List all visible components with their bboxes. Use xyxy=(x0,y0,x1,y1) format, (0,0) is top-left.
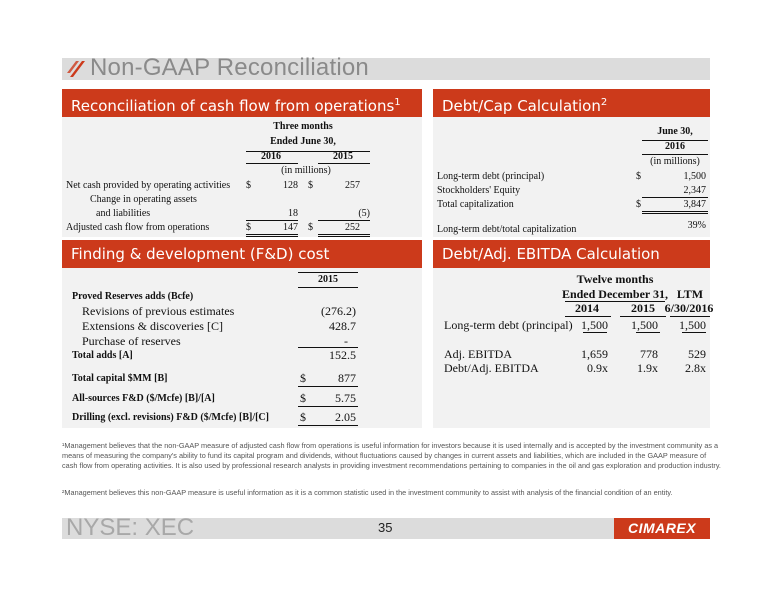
fd-heading: Proved Reserves adds (Bcfe) xyxy=(72,291,194,302)
cfo-row-label: and liabilities xyxy=(96,208,151,219)
fd-row-label: Total adds [A] xyxy=(72,350,133,361)
cimarex-logo: CIMAREX xyxy=(614,518,710,539)
ebitda-period-line2: Ended December 31, xyxy=(561,287,669,301)
cfo-section-header xyxy=(62,89,422,117)
debtcap-row-label: Long-term debt/total capitalization xyxy=(437,224,577,235)
ebitda-value-underline xyxy=(682,332,706,333)
ebitda-col-2014: 2014 xyxy=(575,301,599,315)
ebitda-value: 529 xyxy=(688,347,706,361)
ebitda-value: 1,500 xyxy=(679,318,706,332)
fd-value: - xyxy=(344,334,348,348)
fd-dollar: $ xyxy=(300,371,306,385)
debtcap-value: 1,500 xyxy=(683,171,706,182)
ebitda-period-line1: Twelve months xyxy=(576,272,654,286)
debtcap-dollar: $ xyxy=(636,199,641,210)
debtcap-row-label: Stockholders' Equity xyxy=(437,185,521,196)
cfo-total-rule-1 xyxy=(246,234,298,237)
fd-header-text: Finding & development (F&D) cost xyxy=(71,245,330,263)
debtcap-unit: (in millions) xyxy=(650,156,700,167)
ticker-label: NYSE: XEC xyxy=(66,514,195,541)
ebitda-col-rule-2 xyxy=(620,316,666,317)
debtcap-value: 3,847 xyxy=(683,199,706,210)
cfo-value: 257 xyxy=(345,180,360,191)
fd-capital-rule xyxy=(298,386,358,387)
debtcap-header-sup: 2 xyxy=(600,97,608,108)
ebitda-row-label: Adj. EBITDA xyxy=(444,347,512,361)
ebitda-col-rule-1 xyxy=(565,316,611,317)
cfo-value: 252 xyxy=(345,222,360,233)
debtcap-value: 39% xyxy=(687,220,706,231)
cfo-year-rule-2 xyxy=(318,163,370,164)
debtcap-period: June 30, xyxy=(657,126,693,137)
fd-drilling-rule xyxy=(298,425,358,426)
ebitda-col-ltm: 6/30/2016 xyxy=(664,301,714,315)
cfo-dollar: $ xyxy=(246,180,251,191)
ebitda-row-label: Long-term debt (principal) xyxy=(444,318,573,332)
cfo-period-line1: Three months xyxy=(273,121,333,132)
fd-row-label: Extensions & discoveries [C] xyxy=(82,319,223,333)
debtcap-year: 2016 xyxy=(665,141,685,152)
ebitda-header-text: Debt/Adj. EBITDA Calculation xyxy=(442,245,660,263)
cfo-year-2016: 2016 xyxy=(261,151,281,162)
debtcap-value: 2,347 xyxy=(683,185,706,196)
ebitda-value: 2.8x xyxy=(685,361,706,375)
cfo-year-2015: 2015 xyxy=(333,151,353,162)
cfo-dollar: $ xyxy=(246,222,251,233)
ebitda-col-2015: 2015 xyxy=(631,301,655,315)
fd-year: 2015 xyxy=(318,274,338,285)
ebitda-value: 1,500 xyxy=(631,318,658,332)
cfo-row-label: Net cash provided by operating activities xyxy=(66,180,231,191)
chevron-logo-icon xyxy=(66,59,86,79)
cfo-row-label: Adjusted cash flow from operations xyxy=(66,222,210,233)
ebitda-ltm-label: LTM xyxy=(676,287,704,301)
cfo-dollar: $ xyxy=(308,180,313,191)
debtcap-dollar: $ xyxy=(636,171,641,182)
debtcap-subtotal-rule xyxy=(642,197,708,198)
debtcap-row-label: Total capitalization xyxy=(437,199,514,210)
fd-row-label: Drilling (excl. revisions) F&D ($/Mcfe) [B]/[C] xyxy=(72,412,269,423)
debtcap-row-label: Long-term debt (principal) xyxy=(437,171,545,182)
cfo-subtotal-rule-1 xyxy=(246,220,298,221)
cfo-row-label: Change in operating assets xyxy=(90,194,197,205)
fd-dollar: $ xyxy=(300,391,306,405)
ebitda-value-underline xyxy=(636,332,660,333)
cfo-value: (5) xyxy=(358,208,370,219)
cfo-value: 18 xyxy=(288,208,298,219)
cfo-header-text: Reconciliation of cash flow from operations xyxy=(71,97,395,115)
page-title: Non-GAAP Reconciliation xyxy=(90,54,369,81)
page-number: 35 xyxy=(378,520,393,535)
cfo-subtotal-rule-2 xyxy=(318,220,370,221)
fd-dollar: $ xyxy=(300,410,306,424)
ebitda-row-label: Debt/Adj. EBITDA xyxy=(444,361,539,375)
cfo-value: 147 xyxy=(283,222,298,233)
debtcap-header-text: Debt/Cap Calculation xyxy=(442,97,601,115)
ebitda-value: 778 xyxy=(640,347,658,361)
ebitda-col-rule-3 xyxy=(670,316,710,317)
cfo-year-rule-1 xyxy=(246,163,298,164)
fd-row-label: Revisions of previous estimates xyxy=(82,304,235,318)
ebitda-value-underline xyxy=(583,332,607,333)
debtcap-year-rule xyxy=(642,154,708,155)
cfo-unit: (in millions) xyxy=(281,165,331,176)
fd-row-label: Purchase of reserves xyxy=(82,334,181,348)
fd-value: 5.75 xyxy=(335,391,356,405)
ebitda-value: 1.9x xyxy=(637,361,658,375)
fd-year-top-rule xyxy=(298,272,358,273)
cfo-period-line2: Ended June 30, xyxy=(270,136,336,147)
cfo-total-rule-2 xyxy=(318,234,370,237)
cfo-header-sup: 1 xyxy=(394,97,401,108)
fd-value: 428.7 xyxy=(329,319,356,333)
fd-year-rule xyxy=(298,287,358,288)
ebitda-section-header xyxy=(433,240,710,268)
cfo-value: 128 xyxy=(283,180,298,191)
ebitda-value: 0.9x xyxy=(587,361,608,375)
fd-row-label: Total capital $MM [B] xyxy=(72,373,168,384)
fd-section-header xyxy=(62,240,422,268)
cfo-dollar: $ xyxy=(308,222,313,233)
fd-value: 2.05 xyxy=(335,410,356,424)
fd-value: (276.2) xyxy=(321,304,356,318)
footnote-2: ²Management believes this non-GAAP measure is useful information as it is a common statistic used in the investment community to assist with analysis of the financial condition of an entity. xyxy=(62,488,673,497)
footnote-1: ¹Management believes that the non-GAAP measure of adjusted cash flow from operations is useful information for investors because it is used internally and is accepted by the investment community as a means of measuring the company's ability to fund its capital program and dividends, without fluctuations caused by changes in current assets and liabilities, which are included in the GAAP measure of cash flow from operating activities. It is also used by professional research analysts in providing investment recommendations pertaining to companies in the oil and gas exploration and production industry. xyxy=(62,441,721,470)
cfo-panel xyxy=(62,117,422,237)
fd-row-label: All-sources F&D ($/Mcfe) [B]/[A] xyxy=(72,393,215,404)
fd-value: 152.5 xyxy=(329,348,356,362)
fd-value: 877 xyxy=(338,371,356,385)
fd-allsources-rule xyxy=(298,406,358,407)
debtcap-section-header xyxy=(433,89,710,117)
ebitda-value: 1,659 xyxy=(581,347,608,361)
ebitda-value: 1,500 xyxy=(581,318,608,332)
debtcap-total-rule xyxy=(642,211,708,214)
